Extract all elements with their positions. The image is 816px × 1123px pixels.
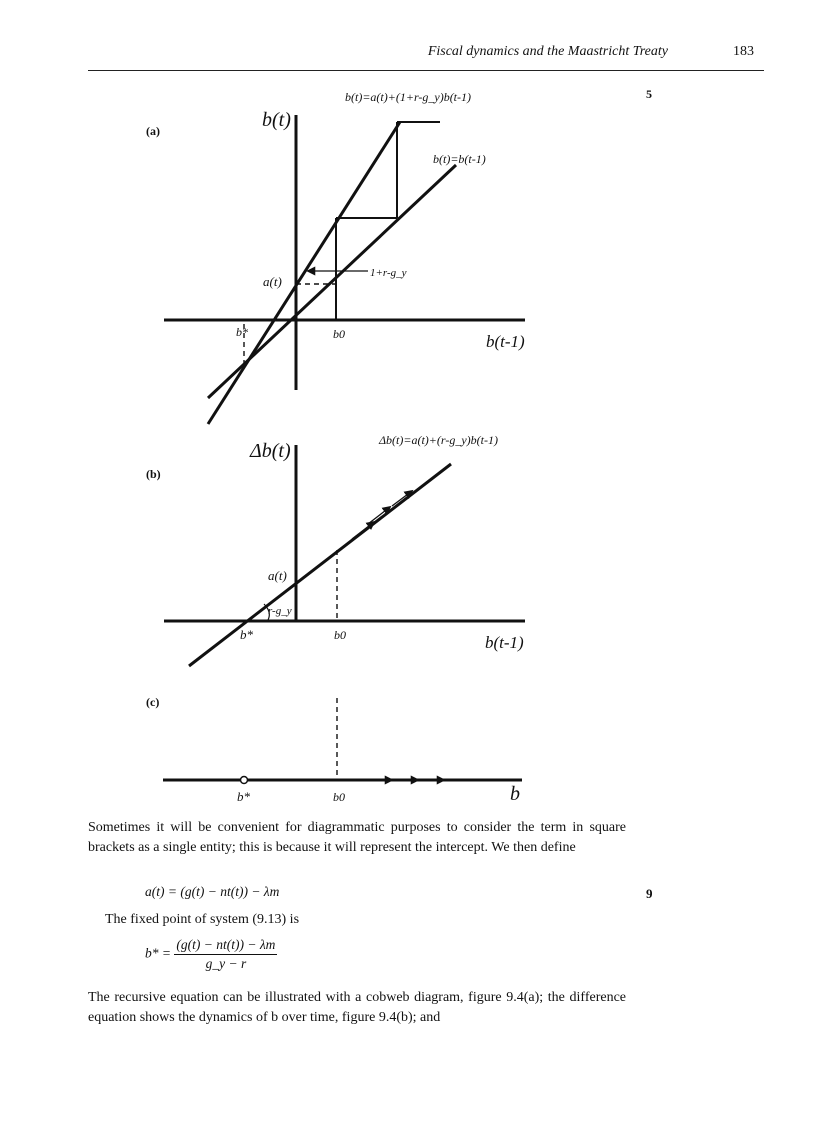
paragraph-intercept-definition: Sometimes it will be convenient for diagrammatic purposes to consider the term in square brackets as a single entity; this is because it will represent the intercept. We then define (88, 820, 626, 855)
panel-a-x-axis-label: b(t-1) (486, 332, 525, 351)
flow-arrow-3 (392, 491, 412, 506)
panel-a (146, 87, 652, 424)
panel-b-marker: (b) (146, 467, 161, 481)
panel-b-x-axis-label: b(t-1) (485, 633, 524, 652)
panel-c-axis-label: b (510, 783, 520, 805)
panel-a-initial-label: b0 (333, 327, 345, 341)
panel-b (146, 433, 525, 666)
panel-b-slope-label: r-g_y (268, 605, 292, 617)
equation-fixed-point-denominator: g_y − r (205, 956, 247, 971)
panel-a-intercept-label: a(t) (263, 274, 282, 289)
equation-fixed-point (145, 937, 277, 972)
cobweb-path (336, 122, 440, 320)
panel-a-right-marker: 5 (646, 87, 652, 101)
panel-b-intercept-label: a(t) (268, 568, 287, 583)
forty-five-degree-line (208, 165, 456, 398)
panel-c (146, 695, 522, 805)
panel-b-fixed-point-label: b* (240, 627, 253, 642)
steep-line-label: b(t)=a(t)+(1+r-g_y)b(t-1) (345, 90, 472, 104)
panel-a-marker: (a) (146, 124, 160, 138)
flow-arrow-2 (368, 507, 390, 524)
forty-five-line-label: b(t)=b(t-1) (433, 152, 486, 166)
panel-a-y-axis-label: b(t) (262, 109, 291, 131)
running-title: Fiscal dynamics and the Maastricht Treaty (427, 44, 668, 59)
panel-a-slope-label: 1+r-g_y (370, 267, 407, 279)
difference-line-label: Δb(t)=a(t)+(r-g_y)b(t-1) (379, 433, 498, 447)
flow-arrow-1 (352, 522, 374, 539)
panel-c-fixed-point (241, 777, 248, 784)
fixed-point-intro: The fixed point of system (9.13) is (105, 912, 300, 927)
equation-intercept: a(t) = (g(t) − nt(t)) − λm (145, 884, 280, 899)
difference-line (189, 464, 451, 666)
panel-c-initial-label: b0 (333, 790, 345, 804)
panel-b-y-axis-label: Δb(t) (250, 440, 291, 462)
page-number: 183 (733, 44, 754, 59)
equation-fixed-point-numerator: (g(t) − nt(t)) − λm (174, 937, 277, 955)
equation-fixed-point-fraction (174, 937, 277, 972)
equation-fixed-point-lhs: b* = (145, 945, 171, 961)
panel-b-initial-label: b0 (334, 628, 346, 642)
panel-a-fixed-point-label: b* (236, 325, 248, 339)
panel-c-fixed-point-label: b* (237, 789, 250, 804)
equation-intercept-marker: 9 (646, 886, 653, 901)
panel-c-marker: (c) (146, 695, 160, 709)
paragraph-cobweb-description: The recursive equation can be illustrated with a cobweb diagram, figure 9.4(a); the difference equation shows the dynamics of b over time, figure 9.4(b); and (88, 990, 626, 1025)
